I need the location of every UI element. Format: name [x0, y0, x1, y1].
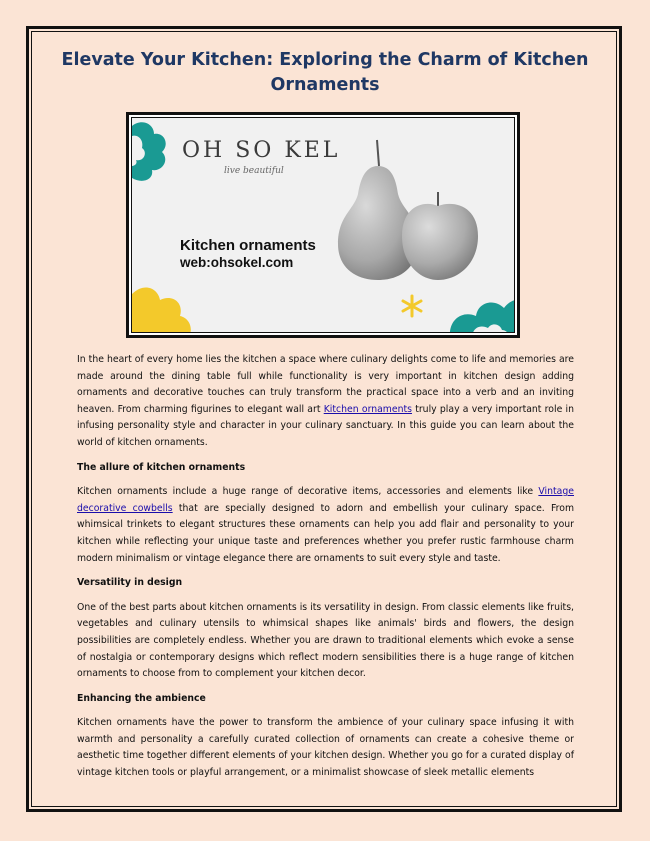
flower-icon	[132, 122, 166, 181]
brand-logo: OH SO KEL	[182, 138, 341, 163]
flower-icon	[450, 300, 515, 333]
intro-paragraph	[77, 352, 574, 452]
asterisk-icon	[403, 296, 421, 316]
ambience-paragraph: Kitchen ornaments have the power to transform the ambience of your culinary space infusing it with warmth and personality a carefully curated collection of ornaments can create a cohesive theme or aesthetic time together different elements of your kitchen design. Whether you go for a curated display of vintage kitchen tools or playful arrangement, or a minimalist showcase of sleek metallic elements	[77, 717, 574, 779]
section-heading-ambience: Enhancing the ambience	[77, 692, 206, 704]
hero-website: web:ohsokel.com	[180, 255, 294, 270]
pear-icon	[338, 140, 418, 280]
apple-icon	[402, 192, 478, 280]
section-heading-versatility: Versatility in design	[77, 577, 183, 589]
allure-paragraph	[77, 484, 574, 567]
allure-text: Kitchen ornaments include a huge range of decorative items, accessories and elements like	[77, 486, 539, 498]
vintage-cowbells-link[interactable]: Vintage decorative cowbells	[77, 486, 574, 514]
article-body	[77, 352, 574, 782]
hero-heading: Kitchen ornaments	[180, 237, 316, 254]
intro-text-end: truly play a very important role in infusing personality style and character in your culinary sanctuary. In this guide you can learn about the world of kitchen ornaments.	[77, 403, 574, 448]
flower-icon	[132, 287, 191, 333]
versatility-paragraph: One of the best parts about kitchen ornaments is its versatility in design. From classic elements like fruits, vegetables and culinary utensils to whimsical shapes like animals' birds and flowers, the design possibilities are completely endless. Whether you are drawn to traditional elements which evoke a sense of nostalgia or contemporary designs which reflect modern sensibilities there is a huge range of kitchen ornaments to choose from to complement your kitchen decor.	[77, 601, 574, 680]
hero-image-inner	[131, 117, 515, 333]
allure-text-end: that are specially designed to adorn and embellish your culinary space. From whimsical trinkets to elegant structures these ornaments can help you add flair and personality to your kitchen while reflecting your unique taste and preferences whether you prefer rustic farmhouse charm modern minimalism or vintage elegance there are ornaments to suit every style and taste.	[77, 502, 574, 564]
hero-image	[126, 112, 520, 338]
section-heading-allure: The allure of kitchen ornaments	[77, 461, 246, 473]
kitchen-ornaments-link[interactable]: Kitchen ornaments	[323, 403, 412, 415]
page-title: Elevate Your Kitchen: Exploring the Charm of Kitchen Ornaments	[61, 50, 589, 95]
intro-text: In the heart of every home lies the kitchen a space where culinary delights come to life and memories are made around the dining table full while functionality is very important in kitchen design adding ornaments and decorative touches can truly transform the practical space into a verb and an inviting heaven. From charming figurines to elegant wall art	[77, 354, 574, 415]
brand-tagline: live beautiful	[224, 166, 284, 176]
